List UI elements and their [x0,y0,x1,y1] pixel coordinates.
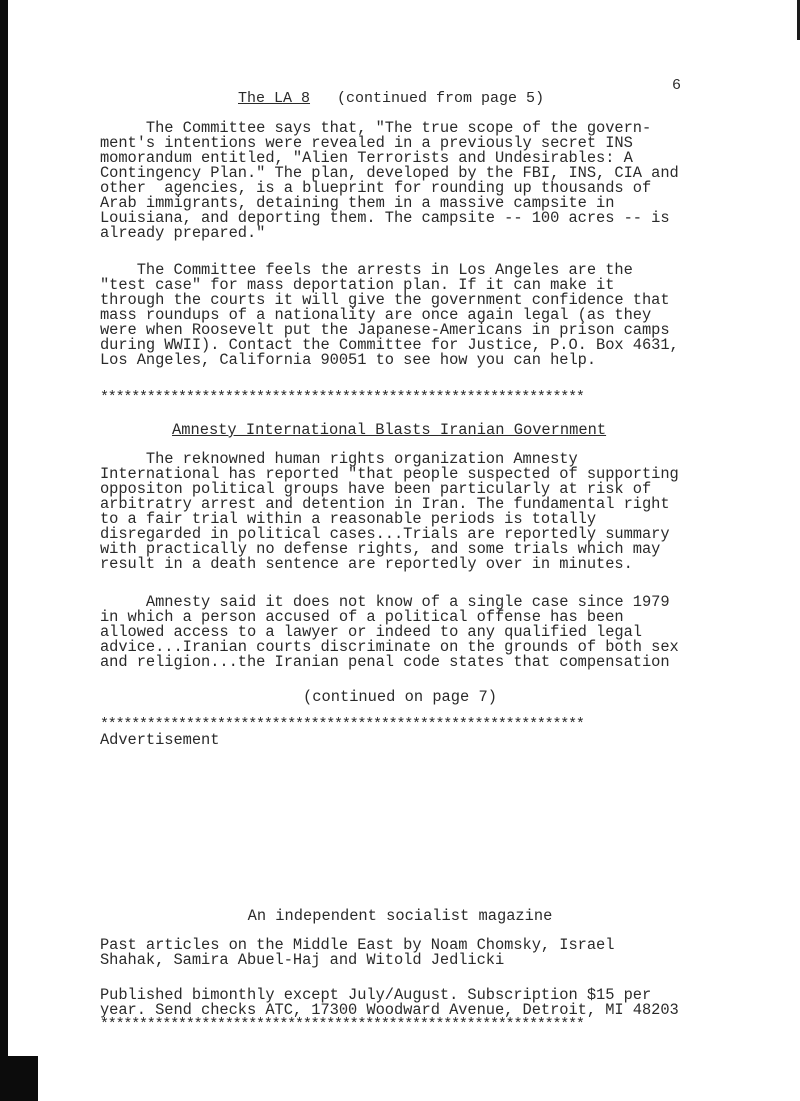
separator-3: ************************************************************** [100,1017,584,1032]
scan-edge-left [0,0,8,1101]
article2-paragraph2: Amnesty said it does not know of a single case since 1979 in which a person accused of a political offense has been allowed access to a lawyer or indeed to any qualified legal advice...Iranian courts discriminate on the grounds of both sex and religion...the Iranian penal code states that compensation [100,593,679,671]
page-number: 6 [672,77,682,94]
continued-from: (continued from page 5) [337,90,545,107]
ad-past-articles: Past articles on the Middle East by Noam Chomsky, Israel Shahak, Samira Abuel-Haj and Witold Jedlicki [100,936,615,969]
separator-1: ************************************************************** [100,390,584,405]
article1-paragraph2: The Committee feels the arrests in Los Angeles are the "test case" for mass deportation plan. If it can make it through the courts it will give the government confidence that mass roundups of a nationality are once again legal (as they were when Roosevelt put the Japanese-Americans in prison camps during WWII). Contact the Committee for Justice, P.O. Box 4631, Los Angeles, California 90051 to see how you can help. [100,261,679,369]
advertisement-label: Advertisement [100,731,220,749]
article-title: The LA 8 [238,90,311,107]
scan-edge-bottom [0,1056,38,1101]
article1-paragraph1: The Committee says that, "The true scope of the govern- ment's intentions were revealed in a previously secret INS momorandum entitled, "Alien Terrorists and Undesirables: A Contingency Plan." The plan, developed by the FBI, INS, CIA and other agencies, is a blueprint for rounding up thousands of Arab immigrants, detaining them in a massive campsite in Louisiana, and deporting them. The campsite -- 100 acres -- is already prepared." [100,119,679,242]
continued-on: (continued on page 7) [303,688,497,706]
ad-tagline: An independent socialist magazine [247,907,553,925]
article2-paragraph1: The reknowned human rights organization Amnesty International has reported "that people suspected of supporting oppositon political groups have been particularly at risk of arbitratry arrest and detention in Iran. The fundamental right to a fair trial within a reasonable periods is totally disregarded in political cases...Trials are reportedly summary with practically no defense rights, and some trials which may result in a death sentence are reportedly over in minutes. [100,450,679,573]
separator-2: ************************************************************** [100,717,584,732]
article2-heading: Amnesty International Blasts Iranian Government [172,421,607,439]
article-title-line [238,90,544,107]
ad-subscription: Published bimonthly except July/August. Subscription $15 per year. Send checks ATC, 17300 Woodward Avenue, Detroit, MI 48203 [100,986,679,1019]
